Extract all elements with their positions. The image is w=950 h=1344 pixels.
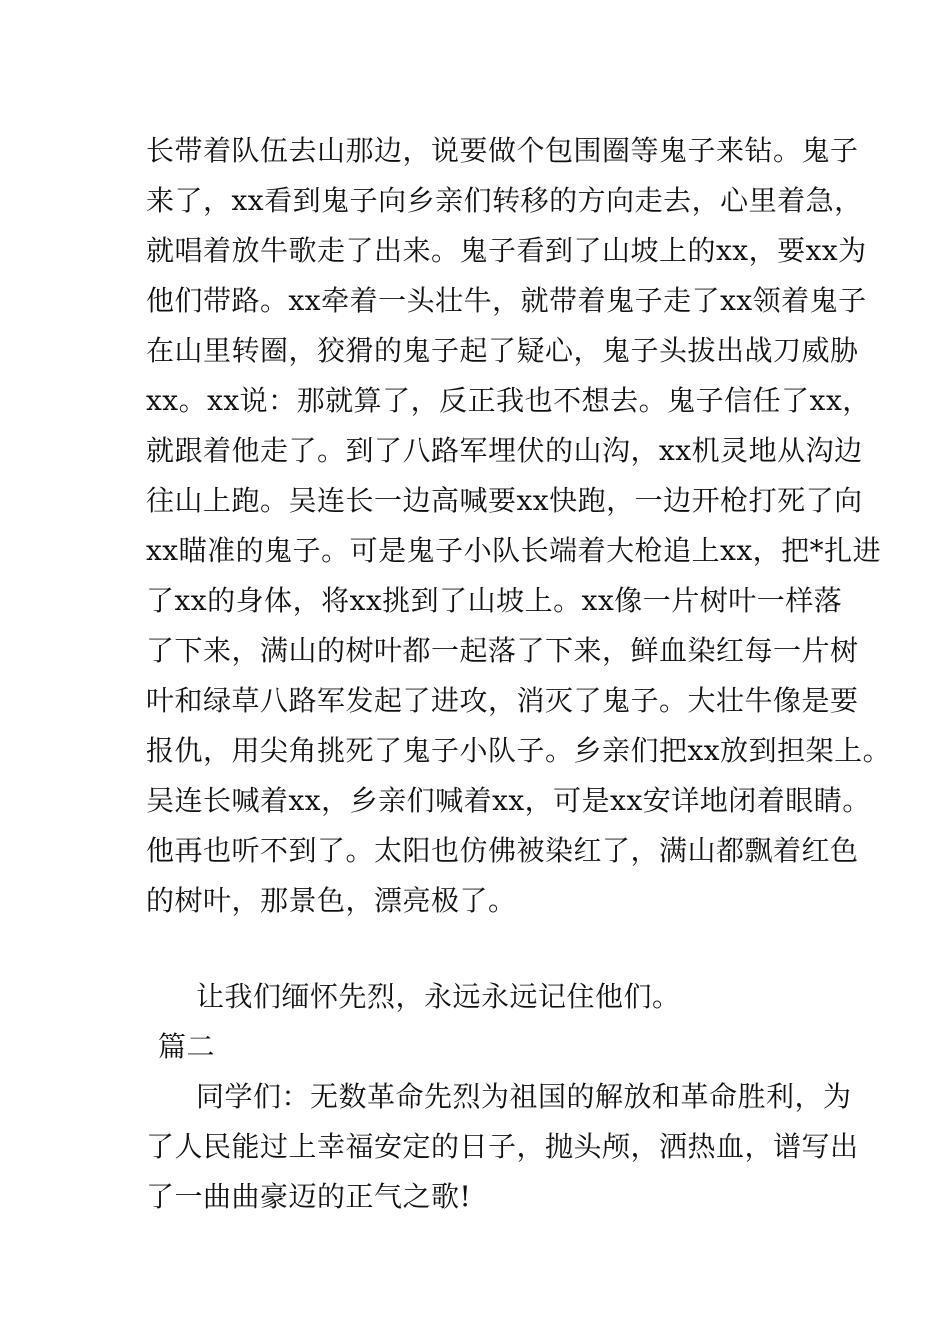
speech-line: 了人民能过上幸福安定的日子，抛头颅，洒热血，谱写出 [146, 1130, 859, 1163]
story-line: xx。xx说：那就算了，反正我也不想去。鬼子信任了xx， [146, 384, 871, 417]
story-line: 他再也听不到了。太阳也仿佛被染红了，满山都飘着红色 [146, 834, 859, 867]
story-line: 在山里转圈，狡猾的鬼子起了疑心，鬼子头拔出战刀威胁 [146, 334, 859, 367]
speech-line: 了一曲曲豪迈的正气之歌! [146, 1180, 472, 1213]
story-line: 就跟着他走了。到了八路军埋伏的山沟，xx机灵地从沟边 [146, 434, 863, 467]
closing-line: 让我们缅怀先烈，永远永远记住他们。 [196, 980, 681, 1013]
story-line: 吴连长喊着xx，乡亲们喊着xx，可是xx安详地闭着眼睛。 [146, 784, 871, 817]
story-line: 叶和绿草八路军发起了进攻，消灭了鬼子。大壮牛像是要 [146, 684, 859, 717]
story-line: 了xx的身体，将xx挑到了山坡上。xx像一片树叶一样落 [146, 584, 843, 617]
story-line: 就唱着放牛歌走了出来。鬼子看到了山坡上的xx，要xx为 [146, 234, 867, 267]
speech-line: 同学们：无数革命先烈为祖国的解放和革命胜利，为 [196, 1080, 852, 1113]
story-line: 长带着队伍去山那边，说要做个包围圈等鬼子来钻。鬼子 [146, 134, 859, 167]
story-line: 了下来，满山的树叶都一起落了下来，鲜血染红每一片树 [146, 634, 859, 667]
story-line: 的树叶，那景色，漂亮极了。 [146, 884, 517, 917]
section-heading: 篇二 [158, 1030, 216, 1063]
story-line: 他们带路。xx牵着一头壮牛，就带着鬼子走了xx领着鬼子 [146, 284, 867, 317]
story-line: 往山上跑。吴连长一边高喊要xx快跑，一边开枪打死了向 [146, 484, 863, 517]
story-line: 来了，xx看到鬼子向乡亲们转移的方向走去，心里着急， [146, 184, 863, 217]
story-line: xx瞄准的鬼子。可是鬼子小队长端着大枪追上xx，把*扎进 [146, 534, 882, 567]
story-line: 报仇，用尖角挑死了鬼子小队子。乡亲们把xx放到担架上。 [146, 734, 892, 767]
